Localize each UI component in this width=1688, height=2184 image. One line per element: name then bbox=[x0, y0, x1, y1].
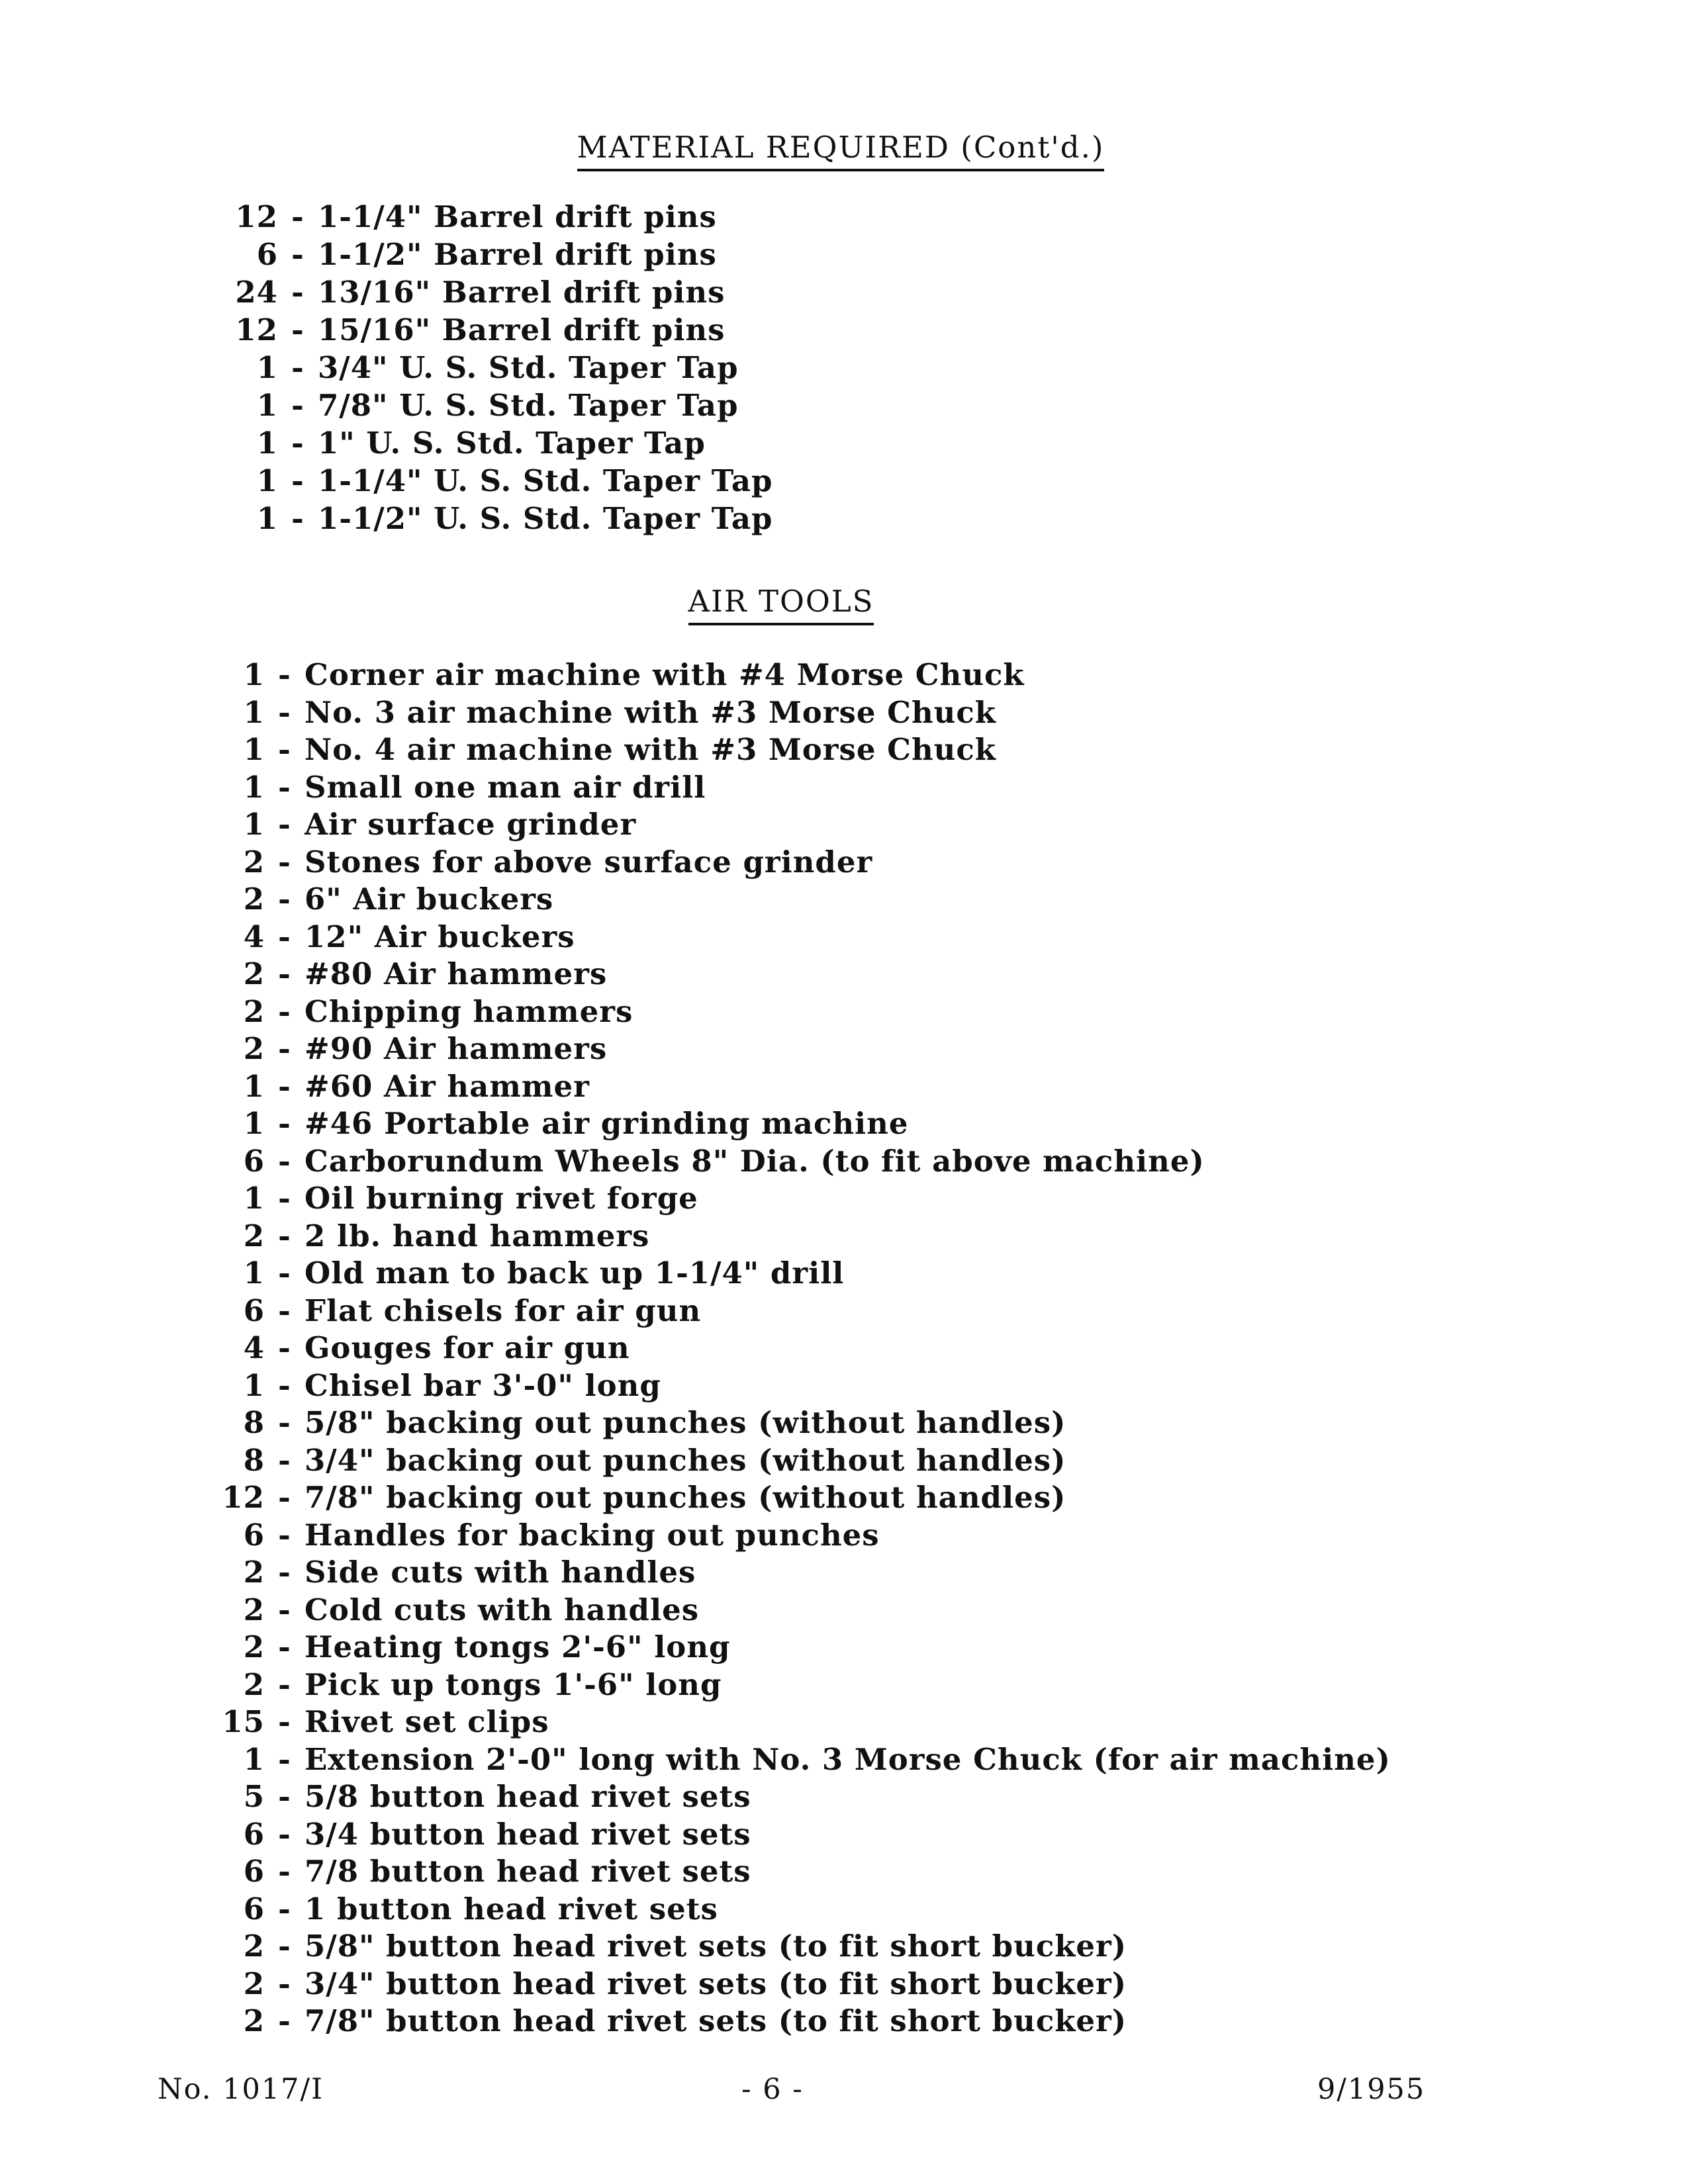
item-quantity: 1 bbox=[256, 463, 278, 498]
item-quantity: 1 bbox=[256, 388, 278, 423]
item-dash: - bbox=[278, 1293, 291, 1328]
list-item bbox=[205, 1218, 649, 1255]
item-dash: - bbox=[278, 1779, 291, 1814]
item-dash: - bbox=[278, 1517, 291, 1553]
list-item bbox=[205, 1778, 751, 1815]
list-item bbox=[205, 1068, 590, 1105]
item-dash: - bbox=[278, 882, 291, 917]
list-item bbox=[218, 463, 773, 500]
list-item bbox=[218, 274, 725, 311]
item-dash: - bbox=[278, 956, 291, 991]
list-item bbox=[205, 1367, 661, 1404]
item-description: Oil burning rivet forge bbox=[305, 1181, 698, 1216]
list-item bbox=[205, 1404, 1066, 1441]
item-dash: - bbox=[291, 312, 305, 347]
list-item bbox=[205, 1592, 699, 1629]
item-quantity: 1 bbox=[256, 426, 278, 461]
item-quantity: 4 bbox=[243, 919, 265, 954]
document-date: 9/1955 bbox=[1317, 2073, 1426, 2106]
item-description: 3/4" button head rivet sets (to fit short bucker) bbox=[305, 1966, 1127, 2001]
item-dash: - bbox=[278, 1255, 291, 1291]
item-description: Chisel bar 3'-0" long bbox=[305, 1367, 661, 1403]
item-description: Rivet set clips bbox=[305, 1704, 549, 1739]
list-item bbox=[218, 500, 773, 537]
item-quantity: 1 bbox=[243, 657, 265, 692]
item-dash: - bbox=[291, 237, 305, 272]
item-quantity: 6 bbox=[243, 1143, 265, 1179]
list-item bbox=[205, 694, 996, 731]
list-item bbox=[205, 1891, 718, 1928]
item-quantity: 12 bbox=[222, 1480, 265, 1515]
list-item bbox=[218, 236, 717, 273]
item-dash: - bbox=[291, 463, 305, 498]
item-quantity: 6 bbox=[256, 237, 278, 272]
list-item bbox=[205, 806, 636, 843]
item-description: 2 lb. hand hammers bbox=[305, 1218, 650, 1253]
item-dash: - bbox=[278, 807, 291, 842]
item-description: 7/8" backing out punches (without handles) bbox=[305, 1480, 1066, 1515]
list-item bbox=[218, 349, 739, 387]
item-quantity: 8 bbox=[243, 1405, 265, 1440]
item-dash: - bbox=[278, 1330, 291, 1365]
item-dash: - bbox=[291, 199, 305, 234]
item-description: Pick up tongs 1'-6" long bbox=[305, 1666, 722, 1702]
item-quantity: 2 bbox=[243, 1218, 265, 1253]
item-dash: - bbox=[291, 501, 305, 536]
item-dash: - bbox=[278, 1929, 291, 1964]
list-item bbox=[205, 1143, 1205, 1180]
item-quantity: 6 bbox=[243, 1293, 265, 1328]
list-item bbox=[218, 425, 706, 462]
item-quantity: 6 bbox=[243, 1517, 265, 1553]
list-item bbox=[205, 731, 996, 768]
item-description: #80 Air hammers bbox=[305, 956, 608, 991]
item-dash: - bbox=[278, 1741, 291, 1777]
item-quantity: 2 bbox=[243, 1929, 265, 1964]
item-description: Extension 2'-0" long with No. 3 Morse Chuck (for air machine) bbox=[305, 1741, 1391, 1777]
item-quantity: 1 bbox=[243, 1181, 265, 1216]
item-description: Small one man air drill bbox=[305, 769, 706, 805]
material-required-heading-text: MATERIAL REQUIRED (Cont'd.) bbox=[577, 130, 1105, 171]
air-tools-heading-text: AIR TOOLS bbox=[688, 584, 874, 625]
item-dash: - bbox=[291, 350, 305, 385]
list-item bbox=[205, 919, 575, 956]
air-tools-heading bbox=[0, 584, 1688, 625]
item-description: 3/4" U. S. Std. Taper Tap bbox=[318, 350, 739, 385]
list-item bbox=[205, 1442, 1066, 1479]
item-description: 1 button head rivet sets bbox=[305, 1891, 718, 1927]
item-dash: - bbox=[278, 694, 291, 730]
item-dash: - bbox=[278, 1666, 291, 1702]
item-description: 1-1/4" U. S. Std. Taper Tap bbox=[318, 463, 773, 498]
item-dash: - bbox=[278, 844, 291, 880]
item-quantity: 6 bbox=[243, 1891, 265, 1927]
item-quantity: 1 bbox=[243, 1741, 265, 1777]
list-item bbox=[205, 1928, 1127, 1965]
list-item bbox=[205, 1180, 698, 1217]
item-dash: - bbox=[278, 1442, 291, 1478]
item-description: #60 Air hammer bbox=[305, 1068, 590, 1104]
list-item bbox=[205, 2003, 1127, 2040]
list-item bbox=[205, 1666, 722, 1704]
item-quantity: 1 bbox=[243, 807, 265, 842]
list-item bbox=[205, 956, 607, 993]
list-item bbox=[205, 1741, 1391, 1778]
item-quantity: 2 bbox=[243, 1666, 265, 1702]
item-quantity: 1 bbox=[243, 1255, 265, 1291]
list-item bbox=[218, 387, 739, 424]
item-description: 1-1/4" Barrel drift pins bbox=[318, 199, 717, 234]
item-quantity: 24 bbox=[235, 275, 278, 310]
item-dash: - bbox=[278, 1891, 291, 1927]
item-dash: - bbox=[278, 1367, 291, 1403]
item-description: Heating tongs 2'-6" long bbox=[305, 1629, 731, 1664]
item-quantity: 2 bbox=[243, 1592, 265, 1627]
item-quantity: 2 bbox=[243, 1555, 265, 1590]
item-description: No. 4 air machine with #3 Morse Chuck bbox=[305, 732, 996, 767]
item-quantity: 1 bbox=[243, 694, 265, 730]
item-description: 3/4 button head rivet sets bbox=[305, 1816, 751, 1852]
list-item bbox=[205, 1966, 1127, 2003]
item-dash: - bbox=[278, 1854, 291, 1889]
item-dash: - bbox=[278, 657, 291, 692]
item-dash: - bbox=[278, 769, 291, 805]
item-dash: - bbox=[278, 1704, 291, 1739]
item-quantity: 2 bbox=[243, 844, 265, 880]
material-required-heading bbox=[0, 130, 1688, 171]
item-dash: - bbox=[291, 275, 305, 310]
item-description: Chipping hammers bbox=[305, 993, 633, 1029]
item-description: 12" Air buckers bbox=[305, 919, 575, 954]
item-dash: - bbox=[278, 1629, 291, 1664]
list-item bbox=[205, 1330, 630, 1367]
item-quantity: 2 bbox=[243, 956, 265, 991]
item-description: 5/8" backing out punches (without handles) bbox=[305, 1405, 1066, 1440]
item-quantity: 1 bbox=[243, 1106, 265, 1141]
item-description: 13/16" Barrel drift pins bbox=[318, 275, 726, 310]
item-description: 3/4" backing out punches (without handles) bbox=[305, 1442, 1066, 1478]
list-item bbox=[205, 1517, 880, 1554]
list-item bbox=[205, 844, 872, 881]
page-number: - 6 - bbox=[741, 2073, 804, 2106]
item-dash: - bbox=[278, 919, 291, 954]
item-description: 6" Air buckers bbox=[305, 882, 554, 917]
item-dash: - bbox=[278, 1816, 291, 1852]
item-description: Corner air machine with #4 Morse Chuck bbox=[305, 657, 1025, 692]
item-dash: - bbox=[278, 993, 291, 1029]
list-item bbox=[205, 993, 633, 1030]
item-description: Stones for above surface grinder bbox=[305, 844, 873, 880]
item-dash: - bbox=[291, 426, 305, 461]
item-dash: - bbox=[278, 2003, 291, 2038]
list-item bbox=[218, 312, 725, 349]
list-item bbox=[205, 1704, 549, 1741]
item-description: Old man to back up 1-1/4" drill bbox=[305, 1255, 845, 1291]
list-item bbox=[205, 657, 1025, 694]
item-quantity: 6 bbox=[243, 1816, 265, 1852]
item-dash: - bbox=[278, 1181, 291, 1216]
item-quantity: 1 bbox=[243, 769, 265, 805]
item-quantity: 1 bbox=[243, 1367, 265, 1403]
item-quantity: 1 bbox=[243, 1068, 265, 1104]
item-quantity: 2 bbox=[243, 1629, 265, 1664]
item-dash: - bbox=[278, 1592, 291, 1627]
item-quantity: 1 bbox=[243, 732, 265, 767]
list-item bbox=[205, 1293, 701, 1330]
item-description: 5/8 button head rivet sets bbox=[305, 1779, 751, 1814]
item-description: Gouges for air gun bbox=[305, 1330, 630, 1365]
item-description: Flat chisels for air gun bbox=[305, 1293, 702, 1328]
list-item bbox=[205, 1105, 909, 1142]
item-description: 5/8" button head rivet sets (to fit short bucker) bbox=[305, 1929, 1127, 1964]
item-quantity: 2 bbox=[243, 1031, 265, 1066]
item-dash: - bbox=[278, 1405, 291, 1440]
list-item bbox=[218, 199, 717, 236]
item-description: 1" U. S. Std. Taper Tap bbox=[318, 426, 706, 461]
item-quantity: 5 bbox=[243, 1779, 265, 1814]
item-quantity: 2 bbox=[243, 882, 265, 917]
item-description: Cold cuts with handles bbox=[305, 1592, 700, 1627]
item-quantity: 2 bbox=[243, 993, 265, 1029]
item-quantity: 6 bbox=[243, 1854, 265, 1889]
item-dash: - bbox=[278, 1031, 291, 1066]
item-quantity: 12 bbox=[235, 199, 278, 234]
list-item bbox=[205, 1030, 607, 1068]
item-description: 15/16" Barrel drift pins bbox=[318, 312, 726, 347]
item-description: Air surface grinder bbox=[305, 807, 637, 842]
item-dash: - bbox=[278, 1555, 291, 1590]
list-item bbox=[205, 1629, 731, 1666]
list-item bbox=[205, 769, 706, 806]
list-item bbox=[205, 1853, 751, 1890]
list-item bbox=[205, 881, 553, 918]
item-quantity: 12 bbox=[235, 312, 278, 347]
item-description: Handles for backing out punches bbox=[305, 1517, 880, 1553]
item-quantity: 1 bbox=[256, 350, 278, 385]
item-description: 7/8 button head rivet sets bbox=[305, 1854, 751, 1889]
item-quantity: 2 bbox=[243, 2003, 265, 2038]
item-dash: - bbox=[278, 732, 291, 767]
item-dash: - bbox=[278, 1966, 291, 2001]
item-description: #46 Portable air grinding machine bbox=[305, 1106, 909, 1141]
item-description: 1-1/2" Barrel drift pins bbox=[318, 237, 717, 272]
document-number: No. 1017/I bbox=[158, 2073, 324, 2106]
item-dash: - bbox=[278, 1480, 291, 1515]
list-item bbox=[205, 1816, 751, 1853]
item-description: 7/8" U. S. Std. Taper Tap bbox=[318, 388, 739, 423]
item-quantity: 2 bbox=[243, 1966, 265, 2001]
item-quantity: 1 bbox=[256, 501, 278, 536]
item-description: Side cuts with handles bbox=[305, 1555, 696, 1590]
item-description: Carborundum Wheels 8" Dia. (to fit above machine) bbox=[305, 1143, 1205, 1179]
item-dash: - bbox=[278, 1106, 291, 1141]
item-description: 1-1/2" U. S. Std. Taper Tap bbox=[318, 501, 773, 536]
item-quantity: 15 bbox=[222, 1704, 265, 1739]
item-dash: - bbox=[278, 1143, 291, 1179]
list-item bbox=[205, 1255, 844, 1292]
item-description: #90 Air hammers bbox=[305, 1031, 608, 1066]
list-item bbox=[205, 1554, 696, 1591]
item-dash: - bbox=[278, 1068, 291, 1104]
item-dash: - bbox=[278, 1218, 291, 1253]
item-dash: - bbox=[291, 388, 305, 423]
item-quantity: 4 bbox=[243, 1330, 265, 1365]
item-quantity: 8 bbox=[243, 1442, 265, 1478]
item-description: 7/8" button head rivet sets (to fit short bucker) bbox=[305, 2003, 1127, 2038]
list-item bbox=[205, 1479, 1066, 1516]
item-description: No. 3 air machine with #3 Morse Chuck bbox=[305, 694, 996, 730]
